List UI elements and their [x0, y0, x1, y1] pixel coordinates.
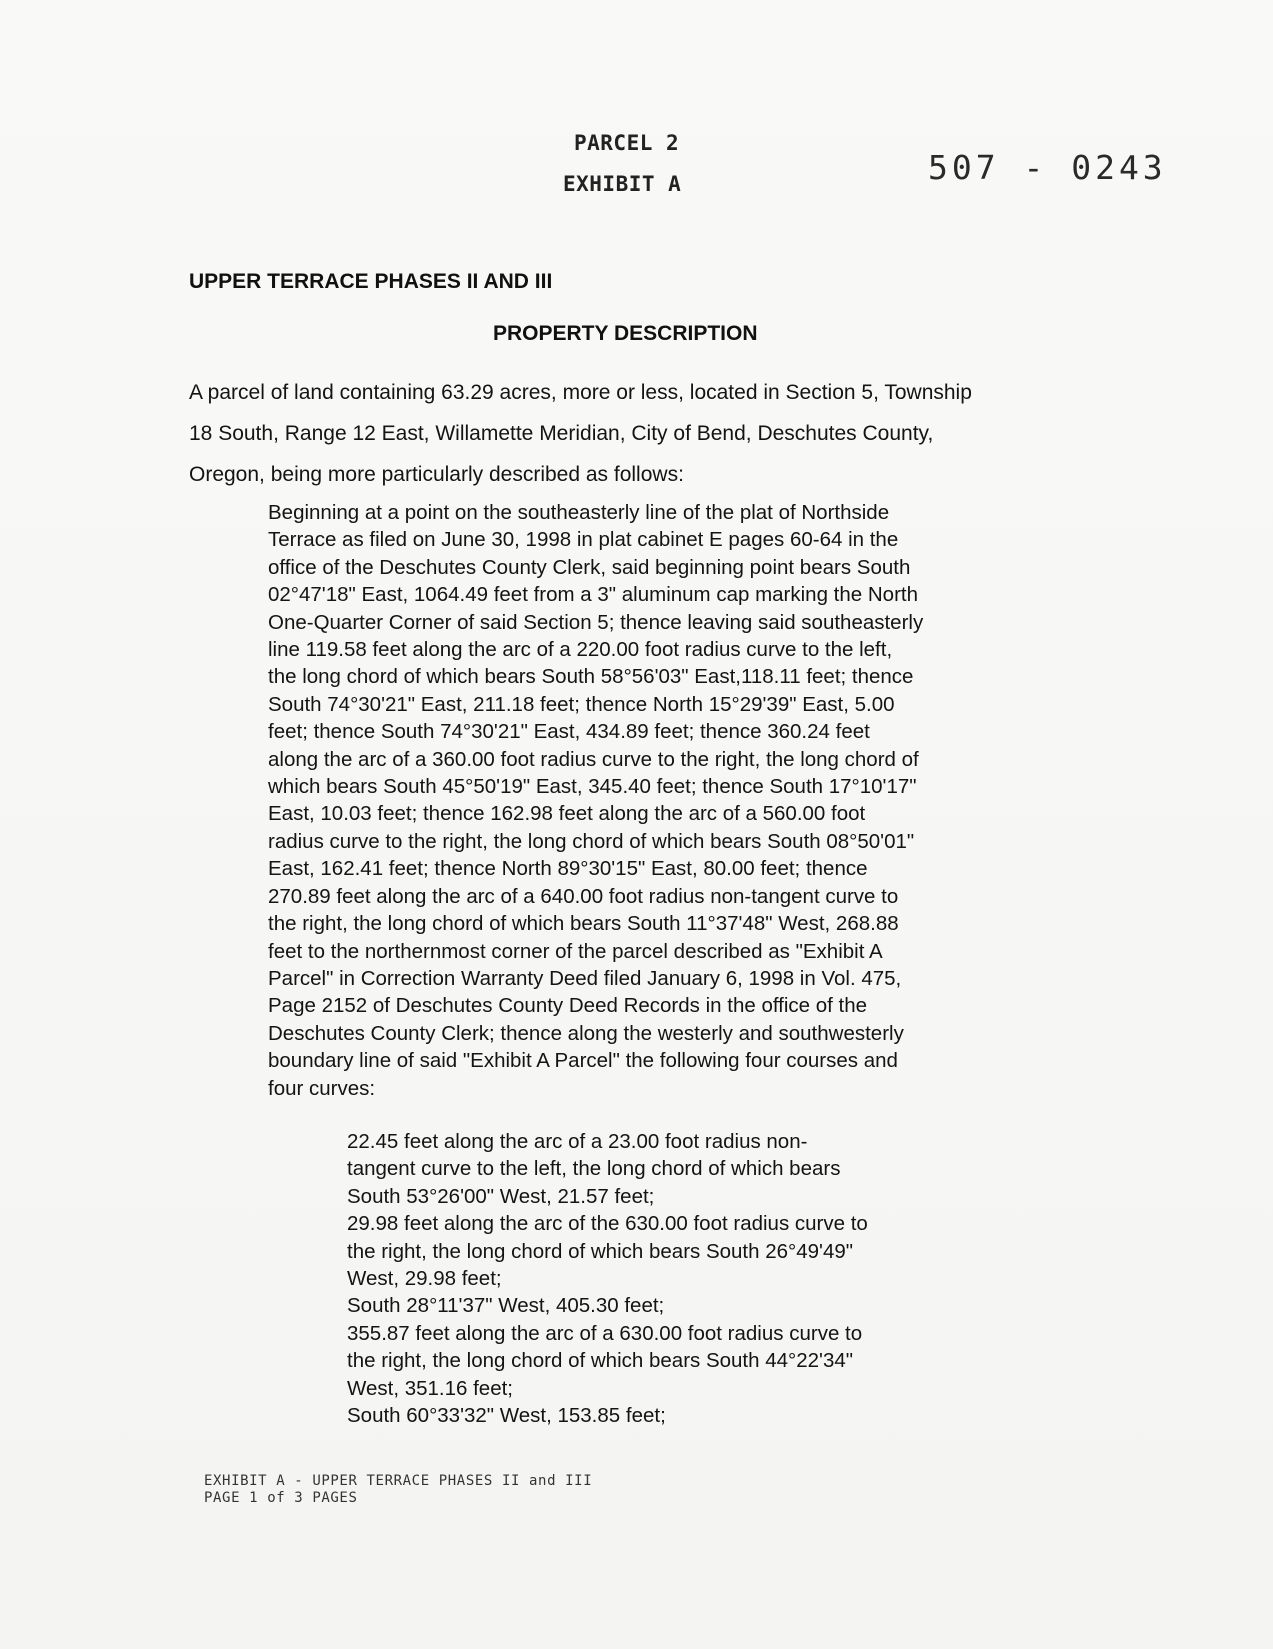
course-line: the right, the long chord of which bears South 26°49'49" [347, 1239, 854, 1263]
course-line: West, 351.16 feet; [347, 1376, 514, 1400]
course-line: West, 29.98 feet; [347, 1267, 502, 1291]
description-line: feet to the northernmost corner of the parcel described as "Exhibit A [268, 939, 883, 963]
description-line: East, 162.41 feet; thence North 89°30'15" East, 80.00 feet; thence [268, 857, 868, 881]
recording-stamp: 507 - 0243 [928, 148, 1167, 187]
description-line: Beginning at a point on the southeasterly line of the plat of Northside [268, 501, 890, 524]
description-line: boundary line of said "Exhibit A Parcel" the following four courses and [268, 1049, 898, 1073]
description-line: four curves: [268, 1076, 376, 1100]
description-line: 02°47'18" East, 1064.49 feet from a 3" aluminum cap marking the North [268, 583, 918, 607]
description-line: along the arc of a 360.00 foot radius curve to the right, the long chord of [268, 747, 919, 771]
description-line: line 119.58 feet along the arc of a 220.00 foot radius curve to the left, [268, 638, 893, 662]
course-line: 22.45 feet along the arc of a 23.00 foot radius non- [347, 1130, 808, 1153]
description-line: East, 10.03 feet; thence 162.98 feet along the arc of a 560.00 foot [268, 802, 866, 826]
description-line: which bears South 45°50'19" East, 345.40 feet; thence South 17°10'17" [268, 775, 917, 799]
description-line: South 74°30'21" East, 211.18 feet; thence North 15°29'39" East, 5.00 [268, 692, 895, 716]
courses-list [347, 1128, 987, 1429]
intro-line: Oregon, being more particularly described as follows: [189, 463, 684, 486]
description-line: office of the Deschutes County Clerk, said beginning point bears South [268, 555, 911, 579]
description-line: Page 2152 of Deschutes County Deed Records in the office of the [268, 994, 868, 1018]
course-line: 355.87 feet along the arc of a 630.00 foot radius curve to [347, 1321, 863, 1345]
footer-page-count: PAGE 1 of 3 PAGES [204, 1490, 358, 1506]
course-line: South 60°33'32" West, 153.85 feet; [347, 1404, 666, 1428]
footer-exhibit-line: EXHIBIT A - UPPER TERRACE PHASES II and III [204, 1473, 593, 1489]
intro-line: 18 South, Range 12 East, Willamette Meridian, City of Bend, Deschutes County, [189, 422, 934, 445]
description-line: feet; thence South 74°30'21" East, 434.89 feet; thence 360.24 feet [268, 720, 870, 744]
description-line: Deschutes County Clerk; thence along the westerly and southwesterly [268, 1021, 904, 1045]
course-line: the right, the long chord of which bears South 44°22'34" [347, 1349, 854, 1373]
parcel-heading: PARCEL 2 [574, 131, 680, 155]
description-line: One-Quarter Corner of said Section 5; thence leaving said southeasterly [268, 610, 924, 634]
course-line: South 28°11'37" West, 405.30 feet; [347, 1294, 665, 1318]
description-line: Parcel" in Correction Warranty Deed filed January 6, 1998 in Vol. 475, [268, 966, 902, 990]
description-line: 270.89 feet along the arc of a 640.00 foot radius non-tangent curve to [268, 884, 899, 908]
exhibit-heading: EXHIBIT A [563, 172, 682, 196]
course-line: South 53°26'00" West, 21.57 feet; [347, 1184, 655, 1208]
course-line: 29.98 feet along the arc of the 630.00 foot radius curve to [347, 1212, 868, 1236]
page-footer [204, 1473, 592, 1507]
description-line: the right, the long chord of which bears South 11°37'48" West, 268.88 [268, 912, 899, 936]
description-line: the long chord of which bears South 58°56'03" East,118.11 feet; thence [268, 665, 914, 689]
section-subtitle: PROPERTY DESCRIPTION [493, 322, 758, 345]
course-line: tangent curve to the left, the long chord of which bears [347, 1157, 841, 1181]
intro-line: A parcel of land containing 63.29 acres, more or less, located in Section 5, Township [189, 381, 972, 404]
intro-paragraph [189, 372, 1089, 495]
document-title: UPPER TERRACE PHASES II AND III [189, 270, 553, 293]
description-line: Terrace as filed on June 30, 1998 in plat cabinet E pages 60-64 in the [268, 528, 899, 552]
description-paragraph [268, 499, 1028, 1102]
description-line: radius curve to the right, the long chord of which bears South 08°50'01" [268, 829, 915, 853]
